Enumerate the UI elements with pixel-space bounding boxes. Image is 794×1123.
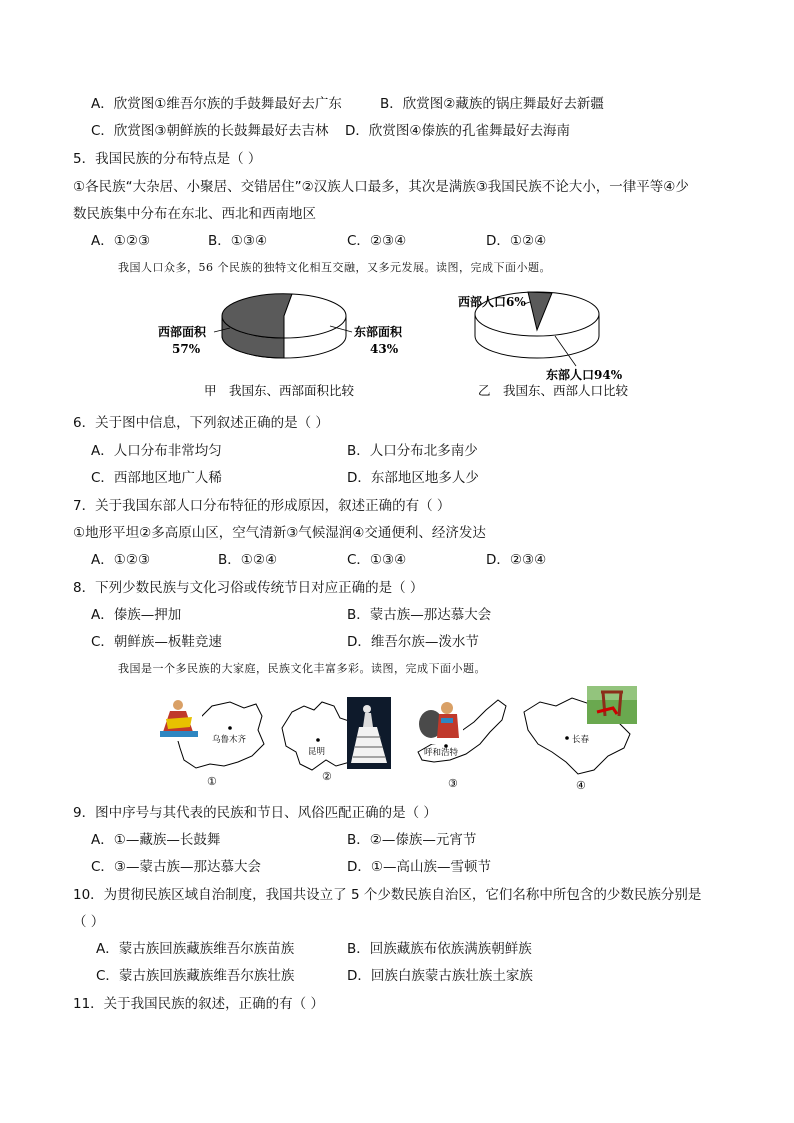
q5-option-c[interactable]: C．②③④ [347,233,407,249]
q9-option-a[interactable]: A．①—藏族—长鼓舞 [91,832,221,848]
q10-option-d[interactable]: D．回族白族蒙古族壮族土家族 [347,968,533,984]
map-number-2: ② [322,770,332,783]
q5-option-b[interactable]: B．①③④ [208,233,268,249]
q7-option-a[interactable]: A．①②③ [91,552,151,568]
q11-stem: 11．关于我国民族的叙述，正确的有（ ） [73,996,324,1012]
q6-option-b[interactable]: B．人口分布北多南少 [347,443,478,459]
map-yunnan [282,702,356,770]
label-east-area: 东部面积 [354,325,403,339]
q6-option-d[interactable]: D．东部地区地多人少 [347,470,479,486]
q4-option-b[interactable]: B．欣赏图②藏族的锅庄舞最好去新疆 [380,96,604,112]
city-changchun: 长春 [572,735,590,745]
q5-statement-2: 数民族集中分布在东北、西北和西南地区 [73,206,316,222]
city-urumqi: 乌鲁木齐 [212,735,247,745]
q5-option-a[interactable]: A．①②③ [91,233,151,249]
caption-area: 甲 我国东、西部面积比较 [204,383,355,398]
q8-option-a[interactable]: A．傣族—押加 [91,607,182,623]
q10-stem-2: （ ） [73,914,105,930]
q5-option-d[interactable]: D．①②④ [486,233,547,249]
q5-statement-1: ①各民族“大杂居、小聚居、交错居住”②汉族人口最多，其次是满族③我国民族不论大小，一律平等④少 [73,179,689,195]
dance-photo-2 [347,697,391,769]
city-kunming: 昆明 [308,747,326,757]
q8-option-c[interactable]: C．朝鲜族—板鞋竞速 [91,634,222,650]
q9-option-b[interactable]: B．②—傣族—元宵节 [347,832,477,848]
map-number-3: ③ [448,777,458,790]
q7-stem: 7．关于我国东部人口分布特征的形成原因，叙述正确的有（ ） [73,498,451,514]
q7-option-b[interactable]: B．①②④ [218,552,278,568]
q7-option-c[interactable]: C．①③④ [347,552,407,568]
map-number-1: ① [207,775,217,788]
festival-photo-3 [413,694,463,744]
q9-option-c[interactable]: C．③—蒙古族—那达慕大会 [91,859,262,875]
figure-province-maps [0,682,794,802]
q7-statement: ①地形平坦②多高原山区，空气清新③气候湿润④交通便利、经济发达 [73,525,486,541]
label-east-pop: 东部人口94% [546,368,623,382]
q6-option-a[interactable]: A．人口分布非常均匀 [91,443,222,459]
pct-west-area: 57% [172,342,201,356]
pie-area-chart [214,294,352,358]
q4-option-d[interactable]: D．欣赏图④傣族的孔雀舞最好去海南 [345,123,570,139]
q4-option-a[interactable]: A．欣赏图①维吾尔族的手鼓舞最好去广东 [91,96,342,112]
festival-photo-4 [587,686,637,724]
q8-option-d[interactable]: D．维吾尔族—泼水节 [347,634,479,650]
q7-option-d[interactable]: D．②③④ [486,552,547,568]
city-hohhot: 呼和浩特 [424,748,459,758]
q10-stem-1: 10．为贯彻民族区域自治制度，我国共设立了 5 个少数民族自治区，它们名称中所包含的少数民族分别是 [73,887,702,903]
q10-option-a[interactable]: A．蒙古族回族藏族维吾尔族苗族 [96,941,295,957]
label-west-pop: 西部人口6% [458,295,526,309]
q6-option-c[interactable]: C．西部地区地广人稀 [91,470,222,486]
q10-option-c[interactable]: C．蒙古族回族藏族维吾尔族壮族 [96,968,295,984]
dance-photo-1 [156,697,202,741]
q8-option-b[interactable]: B．蒙古族—那达慕大会 [347,607,492,623]
q8-stem: 8．下列少数民族与文化习俗或传统节日对应正确的是（ ） [73,580,424,596]
q10-option-b[interactable]: B．回族藏族布依族满族朝鲜族 [347,941,532,957]
intro-ethnic-culture: 我国是一个多民族的大家庭，民族文化丰富多彩。读图，完成下面小题。 [118,662,486,675]
figure-area-population [0,280,794,410]
q4-option-c[interactable]: C．欣赏图③朝鲜族的长鼓舞最好去吉林 [91,123,329,139]
caption-population: 乙 我国东、西部人口比较 [478,383,629,398]
pct-east-area: 43% [370,342,399,356]
q5-stem: 5．我国民族的分布特点是（ ） [73,151,262,167]
map-number-4: ④ [576,779,586,792]
q9-stem: 9．图中序号与其代表的民族和节日、风俗匹配正确的是（ ） [73,805,437,821]
q6-stem: 6．关于图中信息，下列叙述正确的是（ ） [73,415,329,431]
label-west-area: 西部面积 [158,325,207,339]
q9-option-d[interactable]: D．①—高山族—雪顿节 [347,859,491,875]
intro-population: 我国人口众多，56 个民族的独特文化相互交融，又多元发展。读图，完成下面小题。 [118,261,551,274]
